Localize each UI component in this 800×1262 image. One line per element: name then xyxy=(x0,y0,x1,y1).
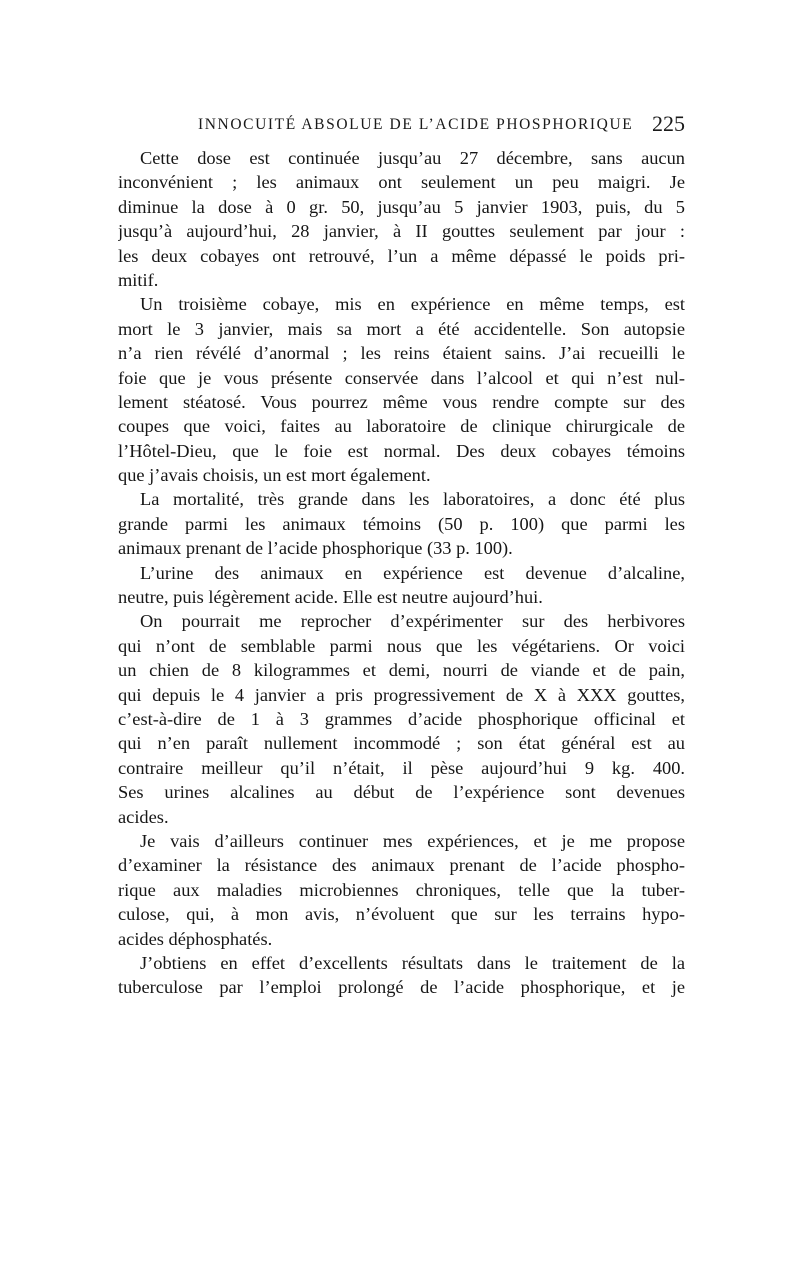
text-line: un chien de 8 kilogrammes et demi, nourri de viande et de pain, xyxy=(118,660,685,681)
text-line: grande parmi les animaux témoins (50 p. 100) que parmi les xyxy=(118,513,685,534)
text-line: Ses urines alcalines au début de l’expérience sont devenues xyxy=(118,782,685,803)
text-line: acides. xyxy=(118,806,169,827)
text-line: Je vais d’ailleurs continuer mes expériences, et je me propose xyxy=(140,830,685,851)
text-line: animaux prenant de l’acide phosphorique (33 p. 100). xyxy=(118,538,513,559)
text-line: culose, qui, à mon avis, n’évoluent que sur les terrains hypo- xyxy=(118,904,685,925)
text-line: La mortalité, très grande dans les laboratoires, a donc été plus xyxy=(140,489,685,510)
text-line: qui n’en paraît nullement incommodé ; son état général est au xyxy=(118,733,685,754)
text-line: n’a rien révélé d’anormal ; les reins étaient sains. J’ai recueilli le xyxy=(118,343,685,364)
text-line: neutre, puis légèrement acide. Elle est neutre aujourd’hui. xyxy=(118,587,543,608)
text-line: Un troisième cobaye, mis en expérience en même temps, est xyxy=(140,294,685,315)
text-line: mitif. xyxy=(118,269,159,290)
text-line: Cette dose est continuée jusqu’au 27 décembre, sans aucun xyxy=(140,148,685,168)
text-line: lement stéatosé. Vous pourrez même vous rendre compte sur des xyxy=(118,391,685,412)
text-line: J’obtiens en effet d’excellents résultats dans le traitement de la xyxy=(140,952,685,973)
text-line: c’est-à-dire de 1 à 3 grammes d’acide phosphorique officinal et xyxy=(118,708,685,729)
text-line: l’Hôtel-Dieu, que le foie est normal. Des deux cobayes témoins xyxy=(118,440,685,461)
running-title: INNOCUITÉ ABSOLUE DE L’ACIDE PHOSPHORIQUE xyxy=(198,116,634,133)
text-line: qui depuis le 4 janvier a pris progressivement de X à XXX gouttes, xyxy=(118,684,685,705)
text-line: diminue la dose à 0 gr. 50, jusqu’au 5 janvier 1903, puis, du 5 xyxy=(118,196,685,217)
text-line: L’urine des animaux en expérience est devenue d’alcaline, xyxy=(140,562,685,583)
text-line: mort le 3 janvier, mais sa mort a été accidentelle. Son autopsie xyxy=(118,318,685,339)
text-line: jusqu’à aujourd’hui, 28 janvier, à II gouttes seulement par jour : xyxy=(118,221,685,242)
text-line: inconvénient ; les animaux ont seulement un peu maigri. Je xyxy=(118,172,685,193)
text-line: acides déphosphatés. xyxy=(118,928,273,949)
text-line: d’examiner la résistance des animaux prenant de l’acide phospho- xyxy=(118,855,685,876)
page-number: 225 xyxy=(652,111,685,136)
text-line: rique aux maladies microbiennes chroniques, telle que la tuber- xyxy=(118,879,685,900)
text-line: coupes que voici, faites au laboratoire de clinique chirurgicale de xyxy=(118,416,685,437)
text-line: foie que je vous présente conservée dans l’alcool et qui n’est nul- xyxy=(118,367,685,388)
text-line: tuberculose par l’emploi prolongé de l’acide phosphorique, et je xyxy=(118,977,685,998)
text-line: qui n’ont de semblable parmi nous que les végétariens. Or voici xyxy=(118,635,685,656)
text-line: contraire meilleur qu’il n’était, il pèse aujourd’hui 9 kg. 400. xyxy=(118,757,685,778)
running-header xyxy=(118,111,685,137)
text-line: On pourrait me reprocher d’expérimenter sur des herbivores xyxy=(140,611,685,632)
text-line: les deux cobayes ont retrouvé, l’un a même dépassé le poids pri- xyxy=(118,245,685,266)
text-line: que j’avais choisis, un est mort également. xyxy=(118,465,431,486)
body-text xyxy=(118,146,685,1000)
